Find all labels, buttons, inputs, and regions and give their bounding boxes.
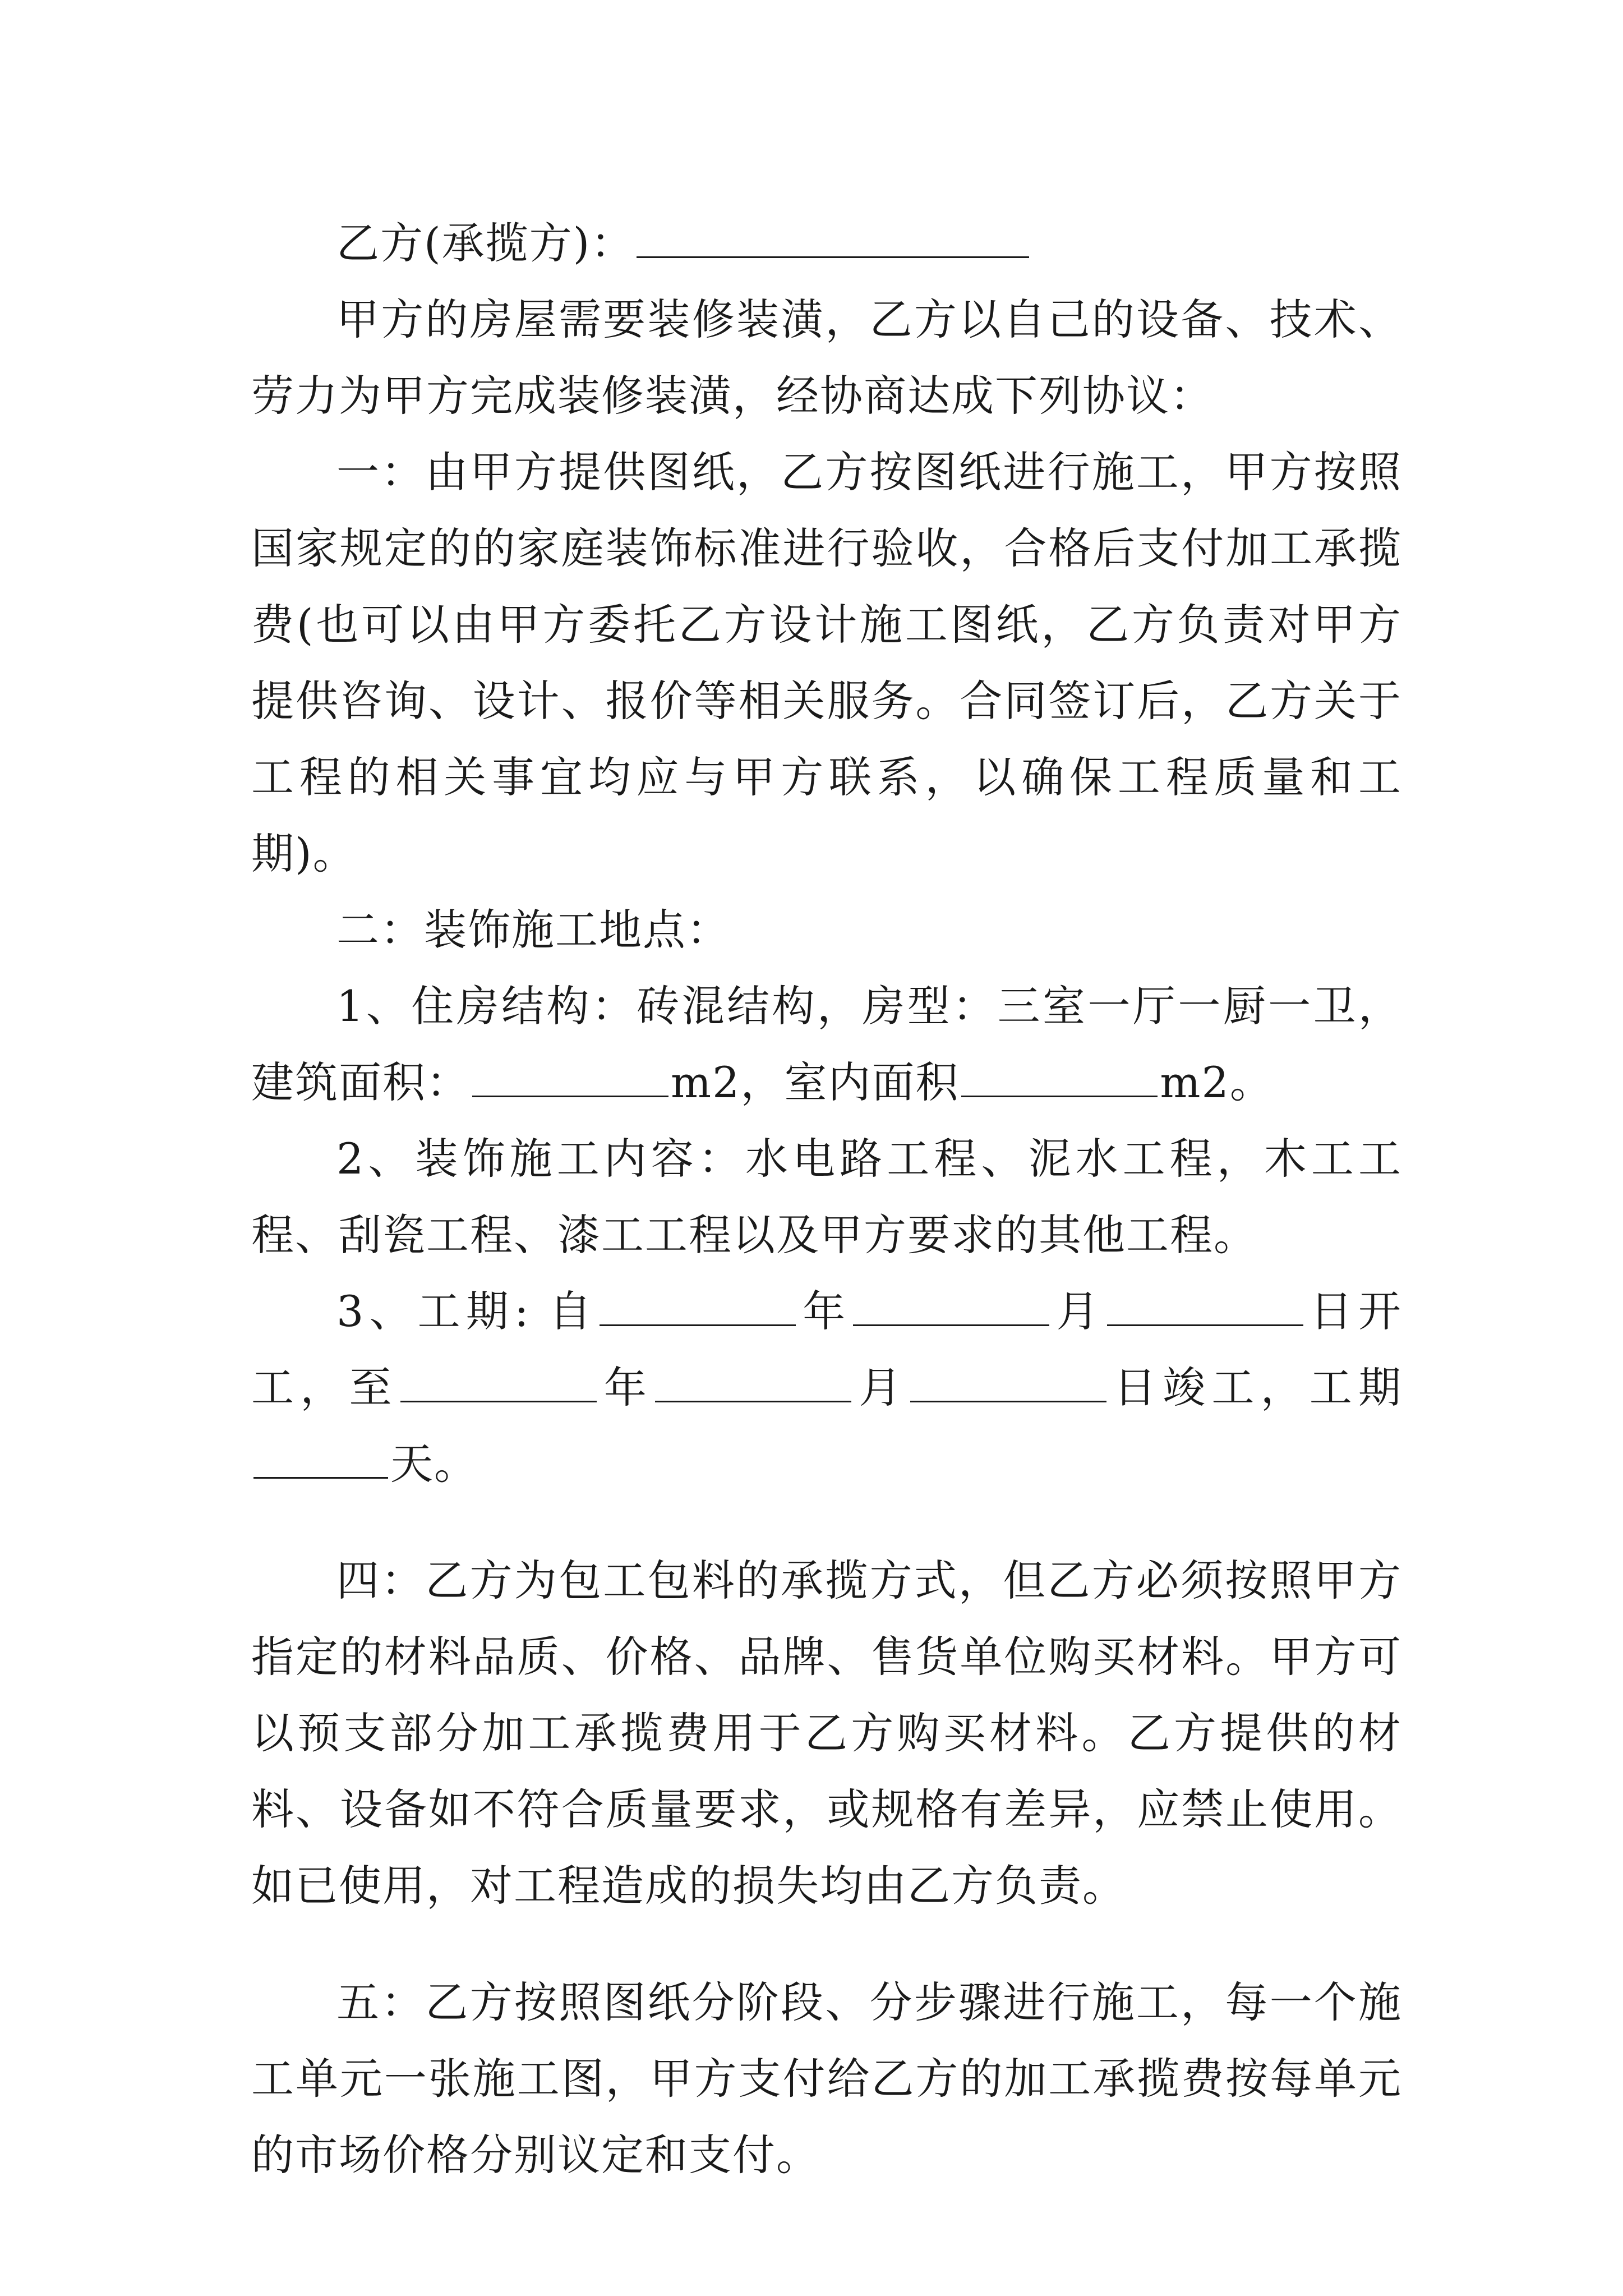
intro-paragraph: 甲方的房屋需要装修装潢，乙方以自己的设备、技术、劳力为甲方完成装修装潢，经协商达成下列协议： (251, 295, 1402, 421)
item-1-structure (251, 968, 1402, 1121)
item-1-text-b: m2，室内面积 (671, 1057, 960, 1107)
item-1-text-c: m2。 (1160, 1057, 1274, 1107)
item-3-text-c: 月 (1052, 1286, 1105, 1336)
clause-5: 五：乙方按照图纸分阶段、分步骤进行施工，每一个施工单元一张施工图，甲方支付给乙方的加工承揽费按每单元的市场价格分别议定和支付。 (251, 1977, 1402, 2180)
section-gap (251, 1502, 1402, 1543)
party-b-label: 乙方(承揽方)： (336, 218, 635, 268)
item-3-text-d: 日开工，至 (251, 1286, 1402, 1412)
item-3-text-b: 年 (798, 1286, 851, 1336)
party-b-blank (637, 222, 1029, 258)
item-1-text-a: 1、住房结构：砖混结构，房型：三室一厅一厨一卫，建筑面积： (251, 981, 1402, 1107)
item-3-text-f: 月 (854, 1363, 908, 1412)
interior-area-blank (961, 1061, 1158, 1097)
item-3-text-g: 日竣工，工期 (1108, 1363, 1403, 1412)
item-2-content: 2、装饰施工内容：水电路工程、泥水工程，木工工程、刮瓷工程、漆工工程以及甲方要求的其他工程。 (251, 1134, 1402, 1260)
clause-1: 一：由甲方提供图纸，乙方按图纸进行施工，甲方按照国家规定的的家庭装饰标准进行验收，合格后支付加工承揽费(也可以由甲方委托乙方设计施工图纸，乙方负责对甲方提供咨询、设计、报价等相关服务。合同签订后，乙方关于工程的相关事宜均应与甲方联系，以确保工程质量和工期)。 (251, 447, 1402, 878)
contract-body (251, 205, 1402, 2193)
building-area-blank (472, 1061, 668, 1097)
party-b-line (251, 205, 1402, 282)
end-month-blank (655, 1366, 851, 1402)
end-day-blank (910, 1366, 1106, 1402)
duration-blank (253, 1442, 388, 1479)
item-3-text-h: 天。 (390, 1439, 478, 1489)
clause-4: 四：乙方为包工包料的承揽方式，但乙方必须按照甲方指定的材料品质、价格、品牌、售货单位购买材料。甲方可以预支部分加工承揽费用于乙方购买材料。乙方提供的材料、设备如不符合质量要求，或规格有差异，应禁止使用。如已使用，对工程造成的损失均由乙方负责。 (251, 1556, 1402, 1911)
section-gap-2 (251, 1924, 1402, 1964)
start-month-blank (853, 1290, 1049, 1326)
end-year-blank (400, 1366, 597, 1402)
item-3-text-a: 3、工期: 自 (336, 1286, 598, 1336)
item-3-schedule (251, 1273, 1402, 1502)
clause-2-heading: 二：装饰施工地点： (336, 905, 730, 955)
start-year-blank (600, 1290, 796, 1326)
item-3-text-e: 年 (598, 1363, 653, 1412)
start-day-blank (1107, 1290, 1303, 1326)
